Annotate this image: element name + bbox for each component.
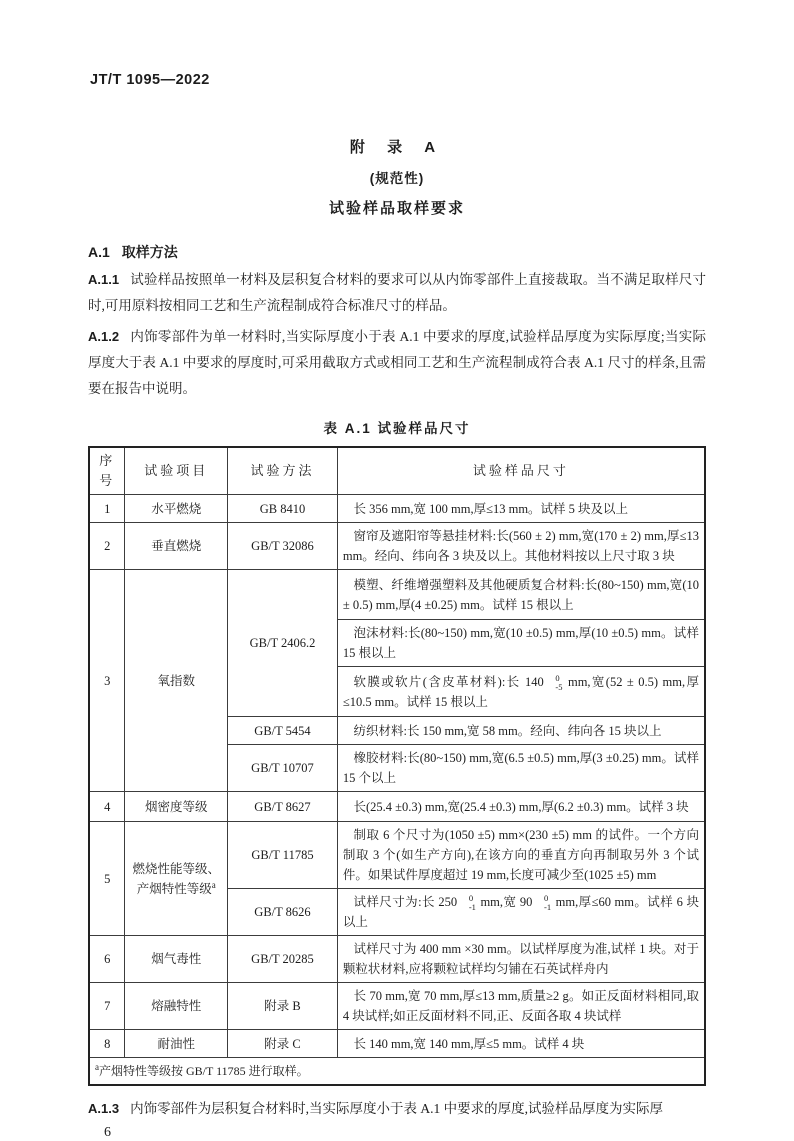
appendix-title-block: [88, 136, 706, 218]
appendix-normative-label: (规范性): [369, 171, 425, 186]
cell-method: GB/T 10707: [228, 745, 338, 792]
paragraph-text: 内饰零部件为单一材料时,当实际厚度小于表 A.1 中要求的厚度,试验样品厚度为实际厚度;当实际厚度大于表 A.1 中要求的厚度时,可采用截取方式或相同工艺和生产流程制成符合表 A.1 尺寸的样条,且需要在报告中说明。: [88, 329, 706, 396]
cell-size-text: 长 140 mm,宽 140 mm,厚≤5 mm。试样 4 块: [353, 1036, 585, 1051]
table-row: [89, 983, 705, 1030]
footnote-text: 产烟特性等级按 GB/T 11785 进行取样。: [99, 1064, 309, 1078]
cell-size-text: 泡沫材料:长(80~150) mm,宽(10 ±0.5) mm,厚(10 ±0.5) mm。试样 15 根以上: [342, 626, 699, 660]
cell-size-text: 窗帘及遮阳帘等悬挂材料:长(560 ± 2) mm,宽(170 ± 2) mm,厚≤13 mm。经向、纬向各 3 块及以上。其他材料按以上尺寸取 3 块: [342, 529, 699, 563]
cell-size: [337, 792, 705, 822]
table-header-row: [89, 447, 705, 495]
cell-size: [337, 1030, 705, 1058]
cell-size: [337, 570, 705, 620]
cell-size: [337, 717, 705, 745]
page-number: 6: [104, 1125, 111, 1140]
cell-method: 附录 B: [228, 983, 338, 1030]
section-heading-a1: [88, 242, 706, 262]
cell-size: [337, 667, 705, 717]
table-row: [89, 822, 705, 889]
tolerance-notation: 0 -1: [544, 893, 552, 912]
paragraph-a112: [88, 324, 706, 402]
paragraph-a111: [88, 267, 706, 319]
cell-seq: 3: [89, 570, 125, 792]
cell-method: GB/T 2406.2: [228, 570, 338, 717]
cell-item: 氧指数: [125, 570, 228, 792]
cell-size-text: 长(25.4 ±0.3) mm,宽(25.4 ±0.3) mm,厚(6.2 ±0.3) mm。试样 3 块: [353, 799, 689, 814]
table-footnote: [89, 1058, 705, 1086]
cell-item-text: 燃烧性能等级、产烟特性等级: [132, 861, 221, 896]
cell-size: [337, 745, 705, 792]
cell-item: [125, 822, 228, 936]
table-row: [89, 936, 705, 983]
cell-size-text: 试样尺寸为:长 250 0 -1 mm,宽 90 0 -1 mm,厚≤60 mm。试样 6 块以上: [342, 893, 699, 929]
table-row: [89, 523, 705, 570]
doc-header: JT/T 1095—2022: [90, 72, 210, 88]
header-cell-size: 试验样品尺寸: [337, 447, 705, 495]
cell-size-text: 橡胶材料:长(80~150) mm,宽(6.5 ±0.5) mm,厚(3 ±0.25) mm。试样 15 个以上: [342, 751, 699, 785]
footnote-marker: a: [95, 1062, 99, 1072]
cell-method: GB/T 5454: [228, 717, 338, 745]
cell-item: 熔融特性: [125, 983, 228, 1030]
paragraph-text: 内饰零部件为层积复合材料时,当实际厚度小于表 A.1 中要求的厚度,试验样品厚度为实际厚: [130, 1101, 663, 1116]
cell-seq: 1: [89, 495, 125, 523]
header-cell-method: 试验方法: [228, 447, 338, 495]
cell-seq: 2: [89, 523, 125, 570]
appendix-title: 附 录 A: [349, 139, 445, 156]
cell-method: GB/T 32086: [228, 523, 338, 570]
cell-size: [337, 822, 705, 889]
tolerance-notation: 0 -5: [555, 672, 563, 692]
cell-size-text: 模塑、纤维增强塑料及其他硬质复合材料:长(80~150) mm,宽(10 ± 0.5) mm,厚(4 ±0.25) mm。试样 15 根以上: [342, 577, 699, 612]
paragraph-label: A.1.3: [88, 1101, 120, 1116]
table-footnote-row: [89, 1058, 705, 1086]
cell-size-text: 试样尺寸为 400 mm ×30 mm。以试样厚度为准,试样 1 块。对于颗粒状材料,应将颗粒试样均匀铺在石英试样舟内: [342, 942, 699, 976]
cell-seq: 4: [89, 792, 125, 822]
cell-item: 烟密度等级: [125, 792, 228, 822]
sample-size-table: [88, 446, 706, 1086]
cell-size: [337, 620, 705, 667]
table-title: 表 A.1 试验样品尺寸: [323, 421, 471, 436]
paragraph-label: A.1.1: [88, 272, 120, 287]
header-cell-item: 试验项目: [125, 447, 228, 495]
section-heading-text: 取样方法: [121, 244, 178, 260]
cell-item: 耐油性: [125, 1030, 228, 1058]
cell-size-text: 制取 6 个尺寸为(1050 ±5) mm×(230 ±5) mm 的试件。一个方向制取 3 个(如生产方向),在该方向的垂直方向再制取另外 3 个试件。如果试件厚度超过 19 mm,长度可减少至(1025 ±5) mm: [342, 828, 699, 882]
cell-method: GB/T 11785: [228, 822, 338, 889]
cell-size: [337, 523, 705, 570]
cell-size: [337, 889, 705, 936]
cell-method: GB 8410: [228, 495, 338, 523]
cell-size: [337, 495, 705, 523]
header-cell-seq: 序号: [89, 447, 125, 495]
cell-item: 烟气毒性: [125, 936, 228, 983]
paragraph-label: A.1.2: [88, 329, 120, 344]
cell-seq: 5: [89, 822, 125, 936]
footnote-marker: a: [211, 879, 216, 890]
table-row: [89, 570, 705, 620]
cell-item: 垂直燃烧: [125, 523, 228, 570]
cell-method: GB/T 20285: [228, 936, 338, 983]
table-row: [89, 1030, 705, 1058]
cell-seq: 7: [89, 983, 125, 1030]
cell-size-text: 长 356 mm,宽 100 mm,厚≤13 mm。试样 5 块及以上: [353, 501, 629, 516]
cell-seq: 6: [89, 936, 125, 983]
cell-size-text: 纺织材料:长 150 mm,宽 58 mm。经向、纬向各 15 块以上: [353, 723, 662, 738]
section-heading-label: A.1: [88, 244, 110, 260]
cell-seq: 8: [89, 1030, 125, 1058]
cell-method: GB/T 8627: [228, 792, 338, 822]
cell-size-text: 软膜或软片(含皮革材料):长 140 0 -5 mm,宽(52 ± 0.5) mm,厚≤10.5 mm。试样 15 根以上: [342, 672, 699, 709]
page-content: [88, 0, 706, 1141]
cell-size: [337, 983, 705, 1030]
tolerance-notation: 0 -1: [468, 893, 476, 912]
paragraph-text: 试验样品按照单一材料及层积复合材料的要求可以从内饰零部件上直接裁取。当不满足取样尺寸时,可用原料按相同工艺和生产流程制成符合标准尺寸的样品。: [88, 272, 706, 313]
paragraph-a113: [88, 1096, 706, 1122]
cell-method: GB/T 8626: [228, 889, 338, 936]
table-row: [89, 495, 705, 523]
cell-size-text: 长 70 mm,宽 70 mm,厚≤13 mm,质量≥2 g。如正反面材料相同,取 4 块试样;如正反面材料不同,正、反面各取 4 块试样: [342, 989, 699, 1023]
appendix-subject: 试验样品取样要求: [328, 200, 465, 217]
table-row: [89, 792, 705, 822]
cell-item: 水平燃烧: [125, 495, 228, 523]
cell-size: [337, 936, 705, 983]
cell-method: 附录 C: [228, 1030, 338, 1058]
